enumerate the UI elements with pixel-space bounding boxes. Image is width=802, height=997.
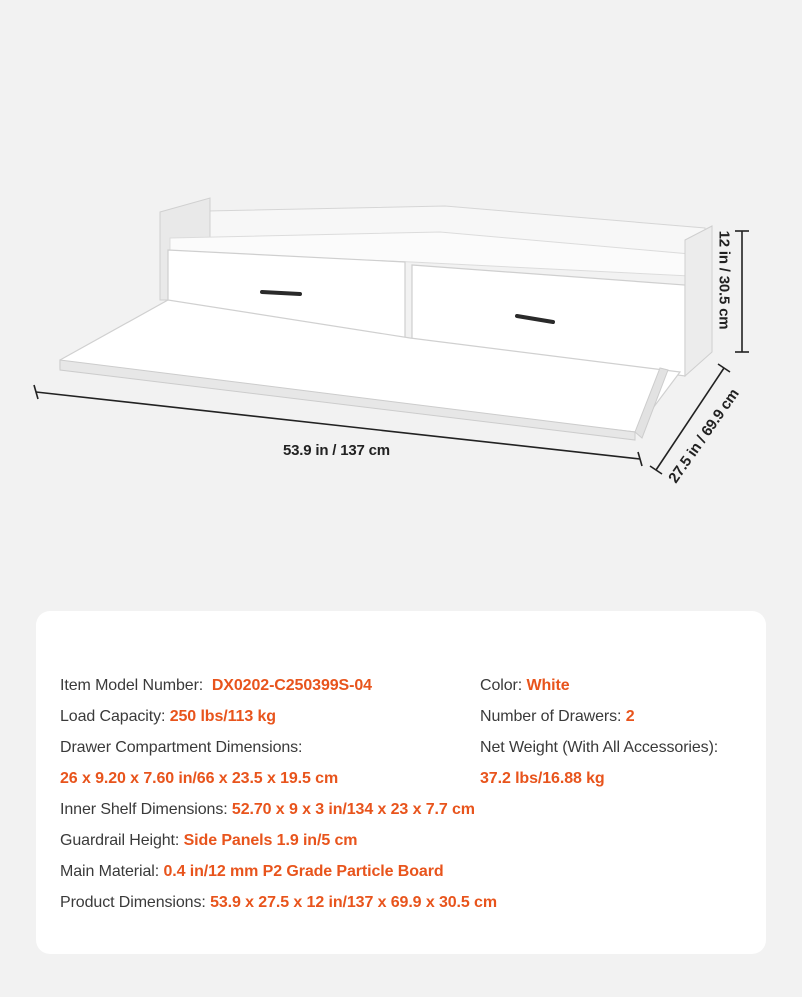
right-side-panel (685, 226, 712, 376)
spec-value: 250 lbs/113 kg (169, 708, 276, 725)
spec-label: Guardrail Height: (60, 832, 180, 849)
depth-dimension-tick-bottom (650, 466, 662, 474)
spec-value: Side Panels 1.9 in/5 cm (183, 832, 358, 849)
spec-value: 53.9 x 27.5 x 12 in/137 x 69.9 x 30.5 cm (210, 894, 497, 911)
spec-guardrail-height (60, 832, 357, 850)
spec-value: DX0202-C250399S-04 (211, 677, 372, 694)
spec-label: Product Dimensions: (60, 894, 206, 911)
spec-label: Main Material: (60, 863, 160, 880)
spec-main-material (60, 863, 444, 881)
spec-number-of-drawers (480, 708, 635, 726)
spec-value: 2 (625, 708, 635, 725)
spec-label: Drawer Compartment Dimensions: (60, 739, 303, 756)
spec-drawer-dimensions-value (60, 770, 338, 788)
spec-value: White (526, 677, 570, 694)
spec-label: Item Model Number: (60, 677, 204, 694)
spec-label: Inner Shelf Dimensions: (60, 801, 228, 818)
width-dimension-label: 53.9 in / 137 cm (283, 442, 390, 459)
spec-net-weight-value (480, 770, 605, 788)
depth-dimension-tick-top (718, 364, 730, 372)
spec-inner-shelf (60, 801, 475, 819)
depth-dimension-label: 27.5 in / 69.9 cm (665, 385, 743, 487)
spec-label: Color: (480, 677, 523, 694)
spec-color (480, 677, 570, 695)
spec-value: 0.4 in/12 mm P2 Grade Particle Board (163, 863, 444, 880)
spec-value: 52.70 x 9 x 3 in/134 x 23 x 7.7 cm (231, 801, 475, 818)
left-drawer-handle (262, 292, 300, 294)
spec-label: Number of Drawers: (480, 708, 622, 725)
spec-load-capacity (60, 708, 276, 726)
spec-label: Load Capacity: (60, 708, 166, 725)
spec-product-dimensions (60, 894, 497, 912)
spec-drawer-dimensions-label (60, 739, 302, 757)
specification-card (36, 611, 766, 954)
height-dimension-label: 12 in / 30.5 cm (715, 230, 733, 330)
spec-net-weight-label (480, 739, 718, 757)
spec-value: 37.2 lbs/16.88 kg (480, 770, 605, 787)
spec-label: Net Weight (With All Accessories): (480, 739, 719, 756)
spec-model-number (60, 677, 372, 695)
spec-value: 26 x 9.20 x 7.60 in/66 x 23.5 x 19.5 cm (60, 770, 339, 787)
